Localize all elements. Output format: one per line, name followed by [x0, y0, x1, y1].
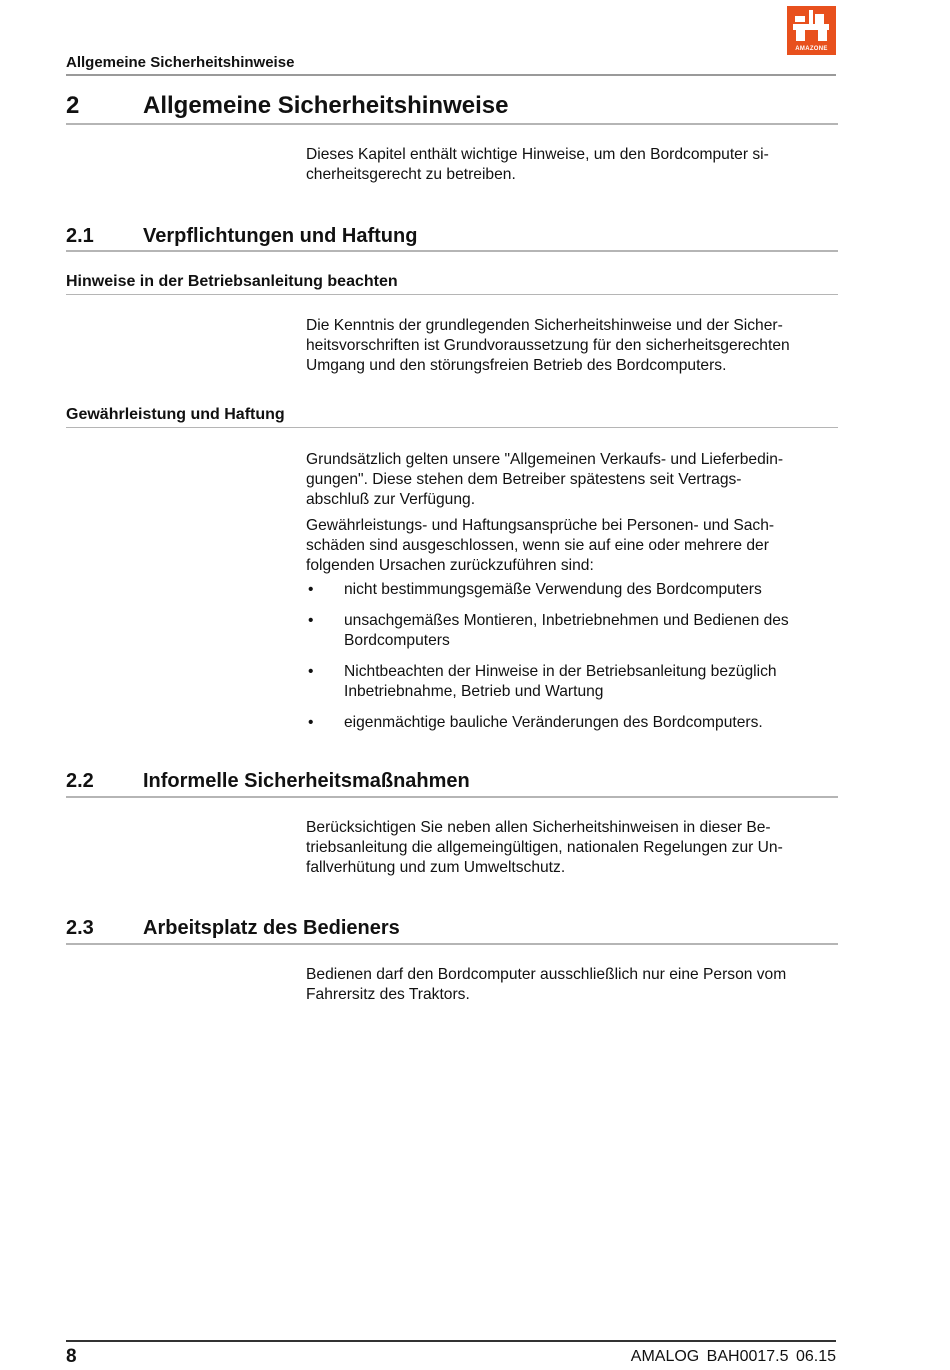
text-line: Inbetriebnahme, Betrieb und Wartung — [344, 683, 604, 700]
document-reference: AMALOG BAH0017.5 06.15 — [630, 1348, 836, 1365]
text-line: fallverhütung und zum Umweltschutz. — [306, 859, 566, 876]
bullet-icon: • — [308, 612, 314, 629]
text-line: gungen". Diese stehen dem Betreiber spätestens seit Vertrags- — [306, 471, 742, 488]
paragraph — [306, 450, 841, 510]
text-line: abschluß zur Verfügung. — [306, 491, 476, 508]
subsection-warranty-text — [306, 450, 841, 744]
section-2-1-rule — [66, 250, 838, 252]
text-line: nicht bestimmungsgemäße Verwendung des Bordcomputers — [344, 581, 762, 598]
list-item — [306, 662, 841, 702]
page-number: 8 — [66, 1346, 77, 1367]
chapter-number: 2 — [66, 92, 80, 119]
text-line: Dieses Kapitel enthält wichtige Hinweise, um den Bordcomputer si- — [306, 146, 769, 163]
text-line: Die Kenntnis der grundlegenden Sicherheitshinweise und der Sicher- — [306, 317, 783, 334]
bullet-icon: • — [308, 714, 314, 731]
tractor-logo-icon — [787, 6, 836, 46]
section-2-3-rule — [66, 943, 838, 945]
text-line: Bordcomputers — [344, 632, 450, 649]
text-line: triebsanleitung die allgemeingültigen, nationalen Regelungen zur Un- — [306, 839, 783, 856]
paragraph — [306, 516, 841, 576]
text-line: Umgang und den störungsfreien Betrieb des Bordcomputers. — [306, 357, 727, 374]
section-2-1-title: Verpflichtungen und Haftung — [143, 225, 418, 247]
text-line: Gewährleistungs- und Haftungsansprüche bei Personen- und Sach- — [306, 517, 775, 534]
subsection-warranty-rule — [66, 427, 838, 428]
text-line: Berücksichtigen Sie neben allen Sicherheitshinweisen in dieser Be- — [306, 819, 771, 836]
subsection-warranty-title: Gewährleistung und Haftung — [66, 406, 285, 423]
section-2-2-text — [306, 818, 841, 878]
text-line: Nichtbeachten der Hinweise in der Betriebsanleitung bezüglich — [344, 663, 777, 680]
footer-rule — [66, 1340, 836, 1342]
text-line: heitsvorschriften ist Grundvoraussetzung für den sicherheitsgerechten — [306, 337, 790, 354]
section-2-3-title: Arbeitsplatz des Bedieners — [143, 917, 400, 939]
logo-label: AMAZONE — [795, 46, 828, 52]
section-2-3-text — [306, 965, 841, 1005]
text-line: Grundsätzlich gelten unsere "Allgemeinen Verkaufs- und Lieferbedin- — [306, 451, 784, 468]
chapter-intro — [306, 145, 841, 185]
bullet-icon: • — [308, 581, 314, 598]
bullet-icon: • — [308, 663, 314, 680]
text-line: schäden sind ausgeschlossen, wenn sie auf eine oder mehrere der — [306, 537, 769, 554]
text-line: cherheitsgerecht zu betreiben. — [306, 166, 516, 183]
chapter-title: Allgemeine Sicherheitshinweise — [143, 92, 509, 119]
subsection-instructions-title: Hinweise in der Betriebsanleitung beachten — [66, 273, 398, 290]
text-line: unsachgemäßes Montieren, Inbetriebnehmen und Bedienen des — [344, 612, 789, 629]
amazone-logo — [787, 6, 836, 55]
list-item — [306, 580, 841, 600]
text-line: folgenden Ursachen zurückzuführen sind: — [306, 557, 594, 574]
chapter-rule — [66, 123, 838, 125]
subsection-instructions-text — [306, 316, 841, 376]
section-2-3-number: 2.3 — [66, 917, 94, 939]
text-line: Bedienen darf den Bordcomputer ausschließlich nur eine Person vom — [306, 966, 787, 983]
header-rule — [66, 74, 836, 76]
text-line: eigenmächtige bauliche Veränderungen des Bordcomputers. — [344, 714, 763, 731]
running-header-title: Allgemeine Sicherheitshinweise — [66, 54, 295, 71]
section-2-2-title: Informelle Sicherheitsmaßnahmen — [143, 770, 470, 792]
section-2-2-number: 2.2 — [66, 770, 94, 792]
list-item — [306, 713, 841, 733]
cause-list — [306, 580, 841, 733]
list-item — [306, 611, 841, 651]
section-2-1-number: 2.1 — [66, 225, 94, 247]
section-2-2-rule — [66, 796, 838, 798]
subsection-instructions-rule — [66, 294, 838, 295]
text-line: Fahrersitz des Traktors. — [306, 986, 470, 1003]
